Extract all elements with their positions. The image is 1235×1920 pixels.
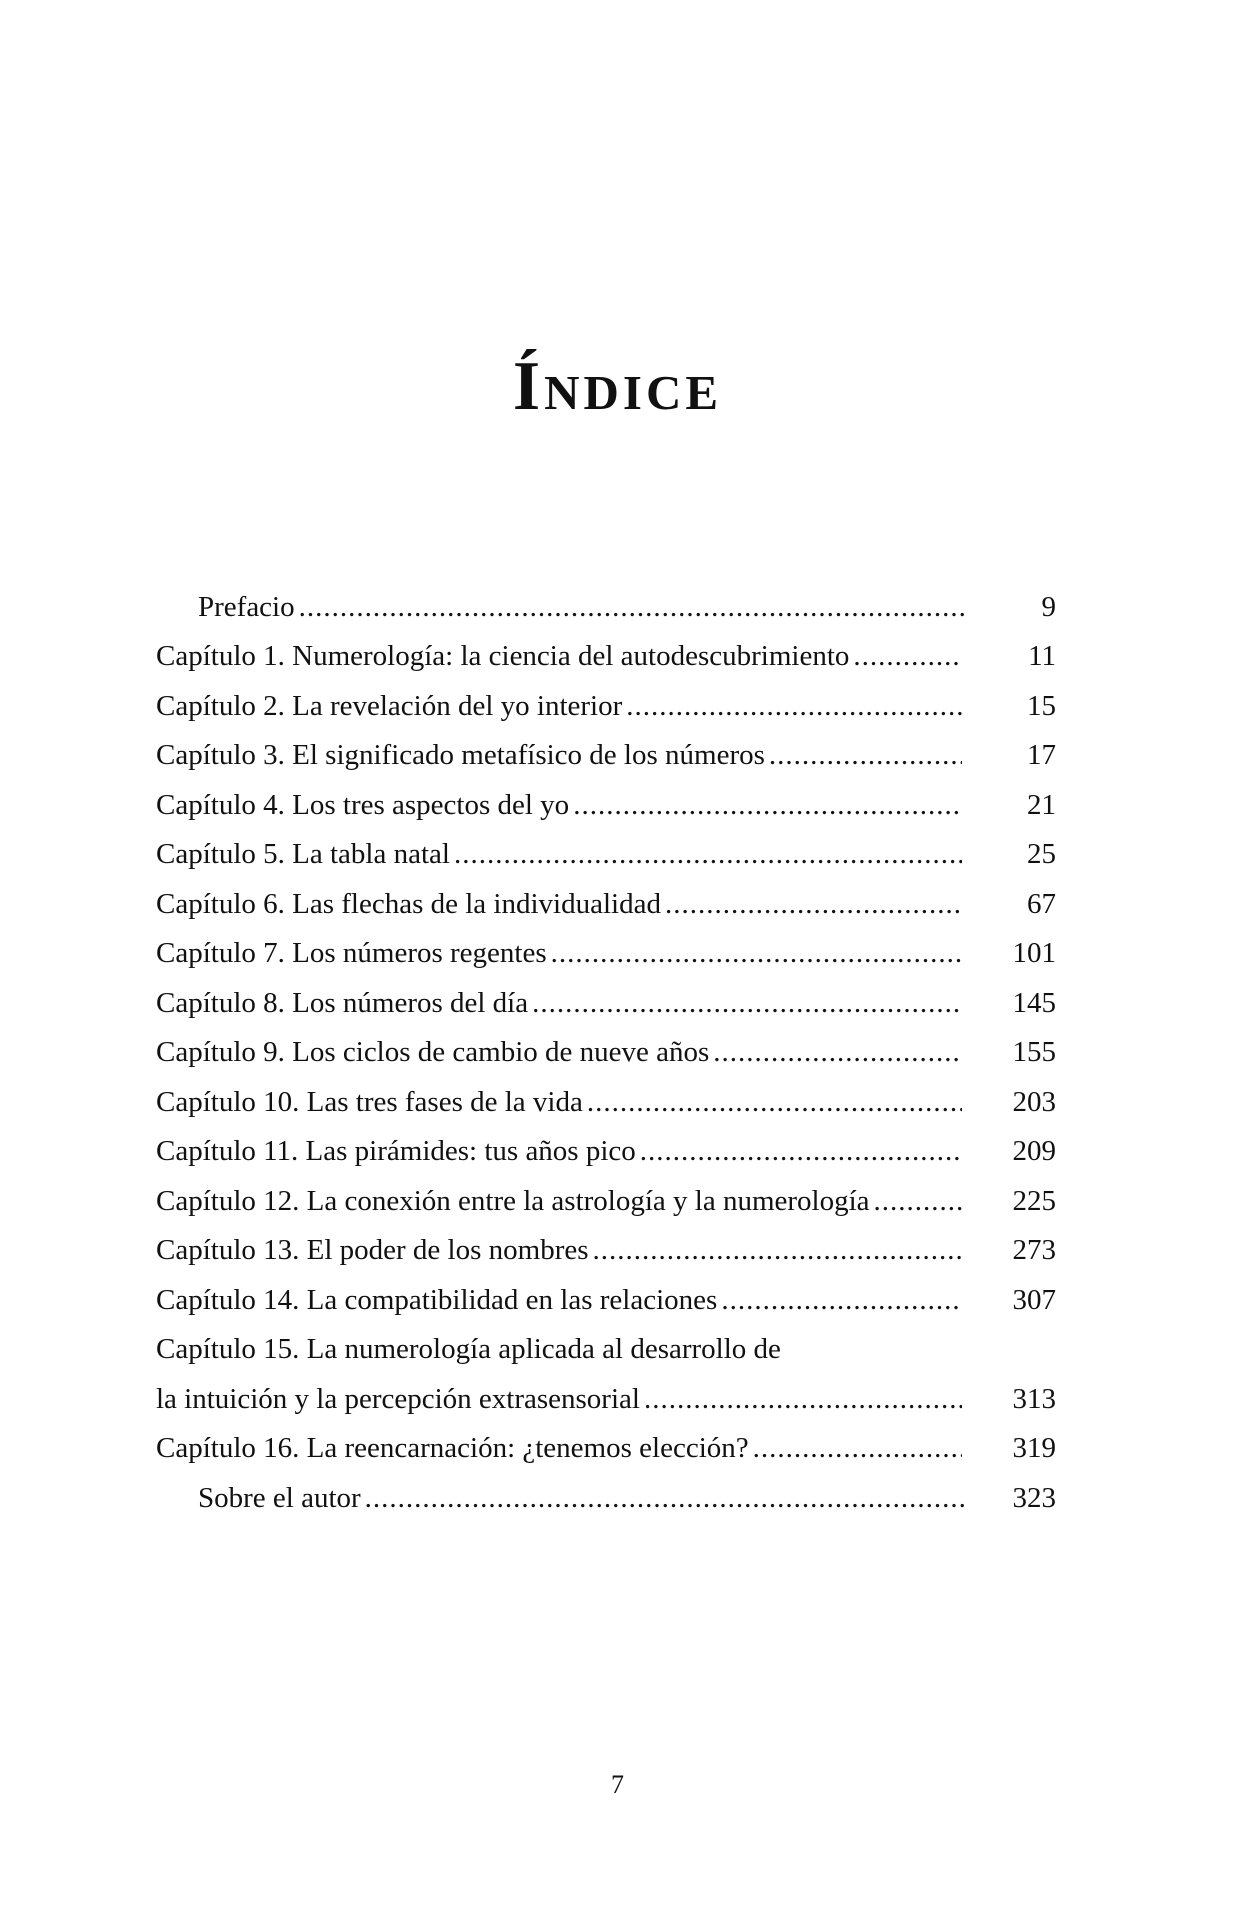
toc-page-number: 319 — [1012, 1432, 1056, 1464]
toc-entry-title: Capítulo 14. La compatibilidad en las relaciones — [156, 1283, 718, 1316]
dot-leader — [532, 985, 962, 1021]
toc-entry-chapter-4[interactable] — [156, 779, 1056, 829]
toc-page-number: 17 — [1027, 739, 1056, 771]
toc-entry-chapter-5[interactable] — [156, 829, 1056, 879]
toc-page-number: 11 — [1028, 640, 1056, 672]
dot-leader — [665, 886, 962, 922]
toc-entry-prefacio[interactable] — [156, 581, 1056, 631]
page-number: 7 — [611, 1770, 624, 1799]
toc-entry-chapter-1[interactable] — [156, 631, 1056, 681]
page-title: Índice — [512, 347, 723, 425]
toc-entry-title: Capítulo 7. Los números regentes — [156, 937, 547, 969]
dot-leader — [769, 737, 962, 773]
dot-leader — [713, 1034, 962, 1070]
toc-entry-title: Capítulo 16. La reencarnación: ¿tenemos elección? — [156, 1432, 749, 1464]
toc-entry-sobre-el-autor[interactable] — [156, 1472, 1056, 1522]
toc-entry-chapter-16[interactable] — [156, 1423, 1056, 1473]
toc-page-number: 209 — [1012, 1135, 1056, 1167]
toc-entry-chapter-15-continued[interactable] — [156, 1373, 1056, 1423]
toc-entry-chapter-10[interactable] — [156, 1076, 1056, 1126]
toc-page-number: 323 — [1012, 1481, 1056, 1514]
toc-entry-chapter-2[interactable] — [156, 680, 1056, 730]
toc-page-number: 307 — [1012, 1283, 1056, 1316]
toc-entry-title: Capítulo 4. Los tres aspectos del yo — [156, 788, 570, 821]
toc-page-number: 225 — [1012, 1184, 1056, 1217]
toc-entry-chapter-3[interactable] — [156, 730, 1056, 780]
toc-entry-chapter-11[interactable] — [156, 1126, 1056, 1176]
toc-page-number: 101 — [1012, 937, 1056, 969]
toc-page-number: 313 — [1012, 1382, 1056, 1415]
toc-entry-title: la intuición y la percepción extrasensorial — [156, 1382, 640, 1415]
toc-page-number: 203 — [1012, 1085, 1056, 1118]
toc-page-number: 25 — [1027, 838, 1056, 870]
toc-entry-chapter-13[interactable] — [156, 1225, 1056, 1275]
toc-entry-chapter-15[interactable] — [156, 1324, 1056, 1374]
toc-entry-title: Capítulo 5. La tabla natal — [156, 838, 450, 870]
toc-page-number: 145 — [1012, 986, 1056, 1019]
toc-entry-chapter-7[interactable] — [156, 928, 1056, 978]
dot-leader — [299, 589, 967, 625]
toc-entry-title: Sobre el autor — [198, 1481, 361, 1514]
dot-leader — [593, 1232, 962, 1268]
toc-entry-title: Capítulo 10. Las tres fases de la vida — [156, 1085, 583, 1118]
dot-leader — [626, 688, 962, 724]
dot-leader — [874, 1183, 962, 1219]
toc-page-number: 15 — [1027, 689, 1056, 722]
dot-leader — [753, 1430, 962, 1466]
toc-entry-title: Capítulo 6. Las flechas de la individualidad — [156, 887, 661, 920]
toc-entry-title: Capítulo 13. El poder de los nombres — [156, 1234, 589, 1266]
toc-page-number: 273 — [1012, 1234, 1056, 1266]
toc-entry-chapter-12[interactable] — [156, 1175, 1056, 1225]
dot-leader — [853, 638, 962, 674]
toc-entry-title: Capítulo 1. Numerología: la ciencia del autodescubrimiento — [156, 640, 850, 672]
toc-entry-title: Capítulo 11. Las pirámides: tus años pico — [156, 1135, 636, 1167]
dot-leader — [454, 836, 962, 872]
toc-entry-chapter-6[interactable] — [156, 878, 1056, 928]
dot-leader — [587, 1084, 962, 1120]
dot-leader — [721, 1282, 962, 1318]
toc-entry-title: Capítulo 2. La revelación del yo interior — [156, 689, 623, 722]
toc-entry-title: Capítulo 8. Los números del día — [156, 986, 529, 1019]
toc-page-number: 67 — [1027, 887, 1056, 920]
toc-entry-chapter-9[interactable] — [156, 1027, 1056, 1077]
table-of-contents — [156, 581, 1056, 1522]
toc-entry-chapter-8[interactable] — [156, 977, 1056, 1027]
toc-page-number: 155 — [1012, 1036, 1056, 1068]
dot-leader — [551, 935, 962, 971]
dot-leader — [365, 1480, 967, 1516]
toc-entry-title: Prefacio — [198, 590, 295, 623]
dot-leader — [640, 1133, 962, 1169]
dot-leader — [644, 1381, 962, 1417]
toc-entry-title: Capítulo 9. Los ciclos de cambio de nueve años — [156, 1036, 710, 1068]
toc-entry-title: Capítulo 12. La conexión entre la astrología y la numerología — [156, 1184, 870, 1217]
toc-entry-chapter-14[interactable] — [156, 1274, 1056, 1324]
toc-page-number: 9 — [1041, 590, 1056, 623]
toc-entry-title: Capítulo 15. La numerología aplicada al desarrollo de — [156, 1333, 781, 1365]
toc-page-number: 21 — [1027, 788, 1056, 821]
dot-leader — [573, 787, 962, 823]
toc-entry-title: Capítulo 3. El significado metafísico de los números — [156, 739, 765, 771]
